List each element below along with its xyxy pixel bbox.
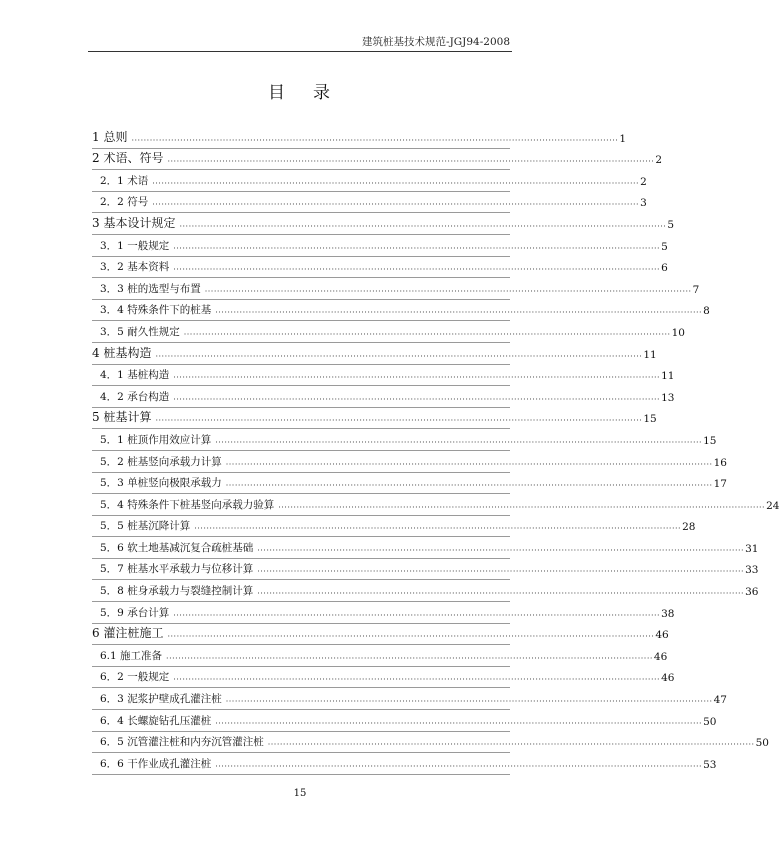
toc-entry-page: 15 [703,434,717,447]
toc-entry-page: 24 [766,499,779,512]
toc-entry-page: 46 [655,629,669,642]
toc-leader-dots: ································································································································································ [152,200,640,210]
toc-entry-page: 6 [661,262,668,275]
toc-entry[interactable] [92,170,647,192]
toc-entry-label: 4．1 基桩构造 [100,369,170,382]
toc-entry[interactable] [92,257,668,279]
toc-entry[interactable] [92,624,669,646]
toc-entry[interactable] [92,127,627,149]
toc-entry-label: 4 桩基构造 [92,345,152,360]
toc-entry-page: 2 [640,175,647,188]
title-char-2: 录 [313,83,332,103]
toc-entry-page: 8 [703,305,710,318]
toc-leader-dots: ································································································································································ [173,610,661,620]
toc-entry-label: 5 桩基计算 [92,410,152,425]
toc-entry-page: 2 [655,154,663,167]
toc-leader-dots: ································································································································································ [155,351,643,361]
toc-entry-page: 16 [713,456,727,469]
toc-entry-label: 3．4 特殊条件下的桩基 [100,304,212,317]
toc-entry-label: 6．4 长螺旋钻孔压灌桩 [100,714,212,727]
toc-entry-label: 3．5 耐久性规定 [100,325,180,338]
toc-entry-label: 3．1 一般规定 [100,239,170,252]
toc-entry-page: 47 [713,694,727,707]
toc-entry-page: 28 [682,521,696,534]
toc-entry[interactable] [92,688,727,710]
toc-leader-dots: ································································································································································ [257,545,745,555]
table-of-contents [92,127,779,775]
toc-leader-dots: ································································································································································ [215,437,703,447]
toc-entry-page: 36 [745,586,759,599]
toc-entry[interactable] [92,753,717,775]
toc-leader-dots: ································································································································································ [267,740,755,750]
toc-leader-dots: ································································································································································ [215,761,703,771]
toc-entry[interactable] [92,213,675,235]
toc-leader-dots: ································································································································································ [183,329,671,339]
toc-leader-dots: ································································································································································ [215,308,703,318]
toc-entry-label: 2．2 符号 [100,196,149,209]
toc-leader-dots: ································································································································································ [225,697,713,707]
toc-entry-label: 6.1 施工准备 [100,649,163,662]
toc-entry-page: 46 [653,650,668,663]
toc-entry[interactable] [92,408,657,430]
toc-entry[interactable] [92,732,769,754]
toc-entry[interactable] [92,365,675,387]
toc-entry-label: 5．2 桩基竖向承载力计算 [100,455,222,468]
toc-leader-dots: ································································································································································ [173,265,661,275]
toc-entry-label: 6 灌注桩施工 [92,626,164,641]
toc-entry-page: 17 [713,478,727,491]
toc-leader-dots: ································································································································································ [173,243,661,253]
toc-leader-dots: ································································································································································ [278,502,766,512]
toc-entry-label: 6．5 沉管灌注桩和内夯沉管灌注桩 [100,736,264,749]
toc-leader-dots: ································································································································································ [173,394,661,404]
header-rule [88,51,512,52]
toc-entry-label: 5．9 承台计算 [100,606,170,619]
toc-entry[interactable] [92,667,675,689]
toc-entry-label: 5．3 单桩竖向极限承载力 [100,477,222,490]
page-title [0,78,600,103]
toc-entry-page: 15 [643,413,657,426]
title-char-1: 目 [268,83,287,103]
toc-entry-label: 6．3 泥浆护壁成孔灌注桩 [100,693,222,706]
toc-entry-page: 5 [661,240,668,253]
toc-entry-page: 33 [745,564,759,577]
toc-entry-page: 3 [640,197,647,210]
toc-entry[interactable] [92,300,710,322]
toc-entry-page: 11 [643,348,657,361]
toc-leader-dots: ································································································································································ [173,675,661,685]
toc-entry-page: 7 [692,283,700,296]
page-number: 15 [293,788,307,799]
toc-entry[interactable] [92,645,668,667]
toc-leader-dots: ································································································································································ [257,567,745,577]
toc-entry-label: 5．5 桩基沉降计算 [100,520,191,533]
toc-leader-dots: ································································································································································ [194,524,682,534]
toc-entry[interactable] [92,516,696,538]
toc-leader-dots: ································································································································································ [257,589,745,599]
toc-entry[interactable] [92,494,779,516]
running-header: 建筑桩基技术规范-JGJ94-2008 [362,36,510,48]
toc-leader-dots: ································································································································································ [204,286,692,296]
toc-entry[interactable] [92,559,759,581]
toc-leader-dots: ································································································································································ [166,653,653,663]
toc-entry[interactable] [92,580,759,602]
toc-entry-label: 3．3 桩的选型与布置 [100,282,201,295]
toc-entry-label: 6．6 干作业成孔灌注桩 [100,757,212,770]
toc-entry-page: 50 [755,737,769,750]
toc-entry[interactable] [92,321,685,343]
toc-entry-page: 11 [661,370,675,383]
toc-entry-label: 3 基本设计规定 [92,215,176,230]
toc-leader-dots: ································································································································································ [131,135,619,145]
toc-entry[interactable] [92,451,727,473]
toc-leader-dots: ································································································································································ [173,373,661,383]
toc-entry-label: 5．4 特殊条件下桩基竖向承载力验算 [100,498,275,511]
toc-entry-page: 38 [661,607,675,620]
toc-entry-label: 3．2 基本资料 [100,261,170,274]
toc-leader-dots: ································································································································································ [155,416,643,426]
toc-leader-dots: ································································································································································ [167,157,655,167]
toc-entry[interactable] [92,429,717,451]
toc-entry[interactable] [92,343,657,365]
toc-entry-page: 31 [745,542,759,555]
toc-entry[interactable] [92,235,668,257]
toc-entry-label: 4．2 承台构造 [100,390,170,403]
toc-entry-label: 2．1 术语 [100,174,149,187]
toc-entry-page: 10 [671,326,685,339]
toc-entry-label: 1 总则 [92,129,128,144]
toc-entry-page: 53 [703,758,717,771]
toc-entry[interactable] [92,602,675,624]
toc-entry-page: 13 [661,391,675,404]
toc-entry-label: 5．1 桩顶作用效应计算 [100,433,212,446]
toc-entry[interactable] [92,386,675,408]
toc-entry-label: 5．8 桩身承载力与裂缝控制计算 [100,585,254,598]
toc-entry-label: 5．7 桩基水平承载力与位移计算 [100,563,254,576]
toc-leader-dots: ································································································································································ [167,632,655,642]
toc-entry[interactable] [92,710,717,732]
toc-leader-dots: ································································································································································ [179,221,667,231]
toc-entry-page: 46 [661,672,675,685]
toc-entry[interactable] [92,537,759,559]
toc-entry[interactable] [92,278,700,300]
toc-entry-label: 2 术语、符号 [92,151,164,166]
toc-entry[interactable] [92,192,647,214]
toc-entry-page: 50 [703,715,717,728]
toc-leader-dots: ································································································································································ [225,481,713,491]
toc-leader-dots: ································································································································································ [152,178,640,188]
toc-entry-label: 5．6 软土地基减沉复合疏桩基础 [100,541,254,554]
toc-entry-label: 6．2 一般规定 [100,671,170,684]
toc-entry[interactable] [92,149,663,171]
toc-leader-dots: ································································································································································ [215,718,703,728]
toc-entry-page: 1 [619,132,627,145]
toc-leader-dots: ································································································································································ [225,459,713,469]
toc-entry[interactable] [92,473,727,495]
toc-entry-page: 5 [667,218,675,231]
